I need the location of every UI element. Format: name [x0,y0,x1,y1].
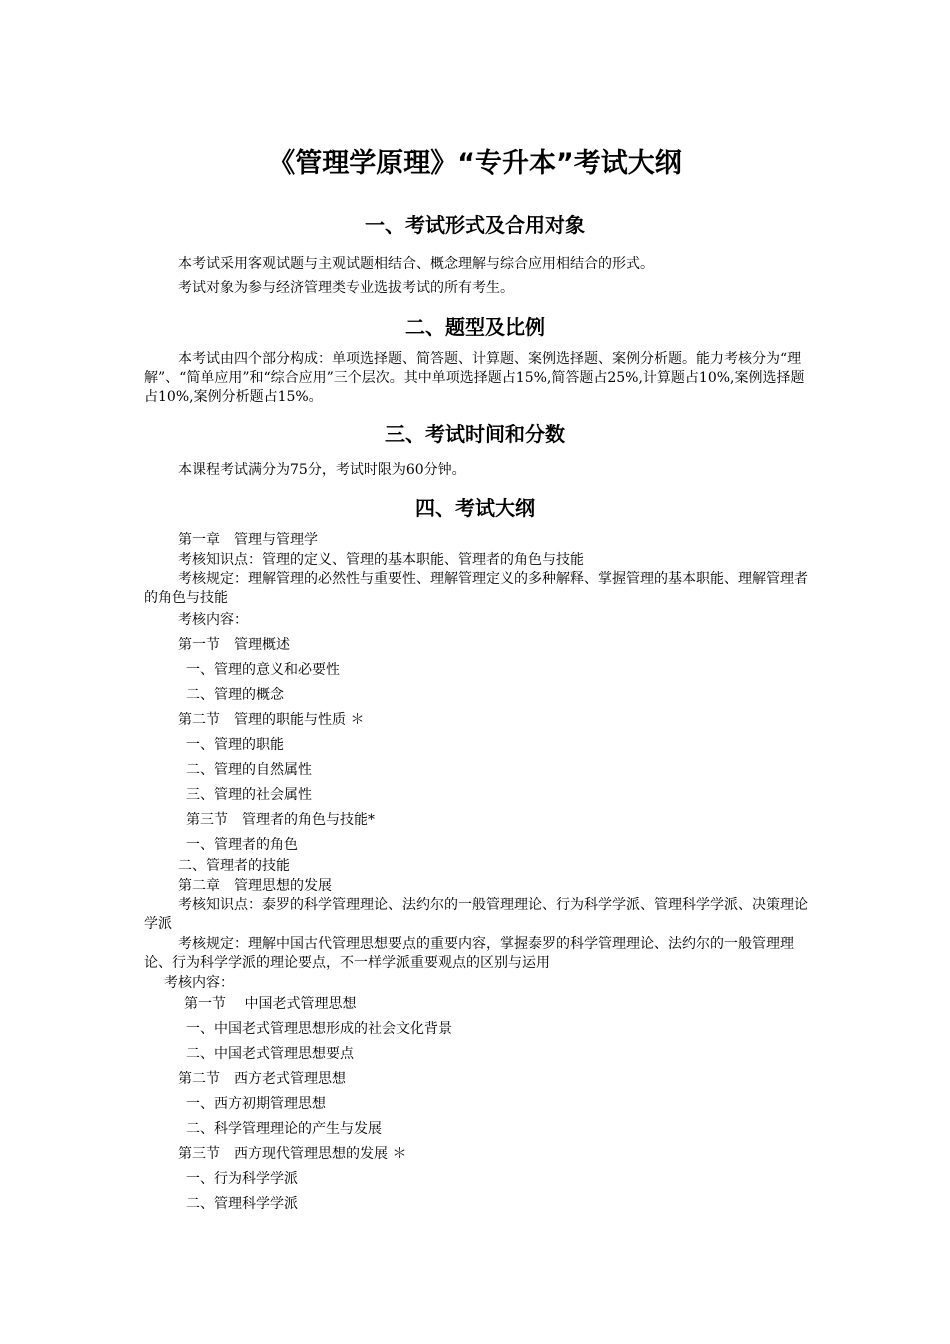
paragraph: 本考试由四个部分构成：单项选择题、简答题、计算题、案例选择题、案例分析题。能力考核分为“理解”、“简单应用”和“综合应用”三个层次。其中单项选择题占15%,简答题占25%,计算题占10%,案例选择题占10%,案例分析题占15%。 [144,351,805,405]
list-item: 二、科学管理理论的产生与发展 [186,1121,382,1137]
list-item: 二、中国老式管理思想要点 [186,1046,354,1062]
list-item: 二、管理科学学派 [186,1196,298,1212]
document-title: 《管理学原理》“专升本”考试大纲 [268,148,682,179]
paragraph: 本课程考试满分为75分，考试时限为60分钟。 [178,462,466,478]
section-title: 第一节 管理概述 [178,637,290,653]
paragraph: 本考试采用客观试题与主观试题相结合、概念理解与综合应用相结合的形式。 [178,256,654,272]
list-item: 一、管理的意义和必要性 [186,662,340,678]
outline-line: 考核知识点：管理的定义、管理的基本职能、管理者的角色与技能 [178,552,584,568]
outline-line: 考核内容： [164,975,234,991]
chapter-heading: 第一章 管理与管理学 [178,532,318,548]
section-title: 第二节 管理的职能与性质 ＊ [178,712,365,728]
list-item: 二、管理的概念 [186,687,284,703]
section-title: 第二节 西方老式管理思想 [178,1071,346,1087]
outline-line: 考核内容： [178,612,248,628]
list-item: 二、管理的自然属性 [186,762,312,778]
section-heading-4: 四、考试大纲 [415,496,535,520]
list-item: 一、西方初期管理思想 [186,1096,326,1112]
list-item: 一、中国老式管理思想形成的社会文化背景 [186,1021,452,1037]
list-item: 一、管理的职能 [186,737,284,753]
list-item: 二、管理者的技能 [178,858,290,874]
list-item: 一、管理者的角色 [186,837,298,853]
section-title: 第三节 管理者的角色与技能* [186,812,375,828]
outline-line: 考核知识点：泰罗的科学管理理论、法约尔的一般管理理论、行为科学学派、管理科学学派、决策理论学派 [144,897,808,932]
paragraph: 考试对象为参与经济管理类专业选拔考试的所有考生。 [178,280,514,296]
list-item: 三、管理的社会属性 [186,787,312,803]
section-heading-2: 二、题型及比例 [405,315,545,339]
section-heading-3: 三、考试时间和分数 [385,422,565,446]
chapter-heading: 第二章 管理思想的发展 [178,878,332,894]
section-title: 第一节 中国老式管理思想 [184,996,357,1012]
outline-line: 考核规定：理解管理的必然性与重要性、理解管理定义的多种解释、掌握管理的基本职能、理解管理者的角色与技能 [144,571,808,606]
outline-line: 考核规定：理解中国古代管理思想要点的重要内容，掌握泰罗的科学管理理论、法约尔的一般管理理论、行为科学学派的理论要点，不一样学派重要观点的区别与运用 [144,936,794,971]
section-title: 第三节 西方现代管理思想的发展 ＊ [178,1146,407,1162]
section-heading-1: 一、考试形式及合用对象 [365,213,585,237]
list-item: 一、行为科学学派 [186,1171,298,1187]
